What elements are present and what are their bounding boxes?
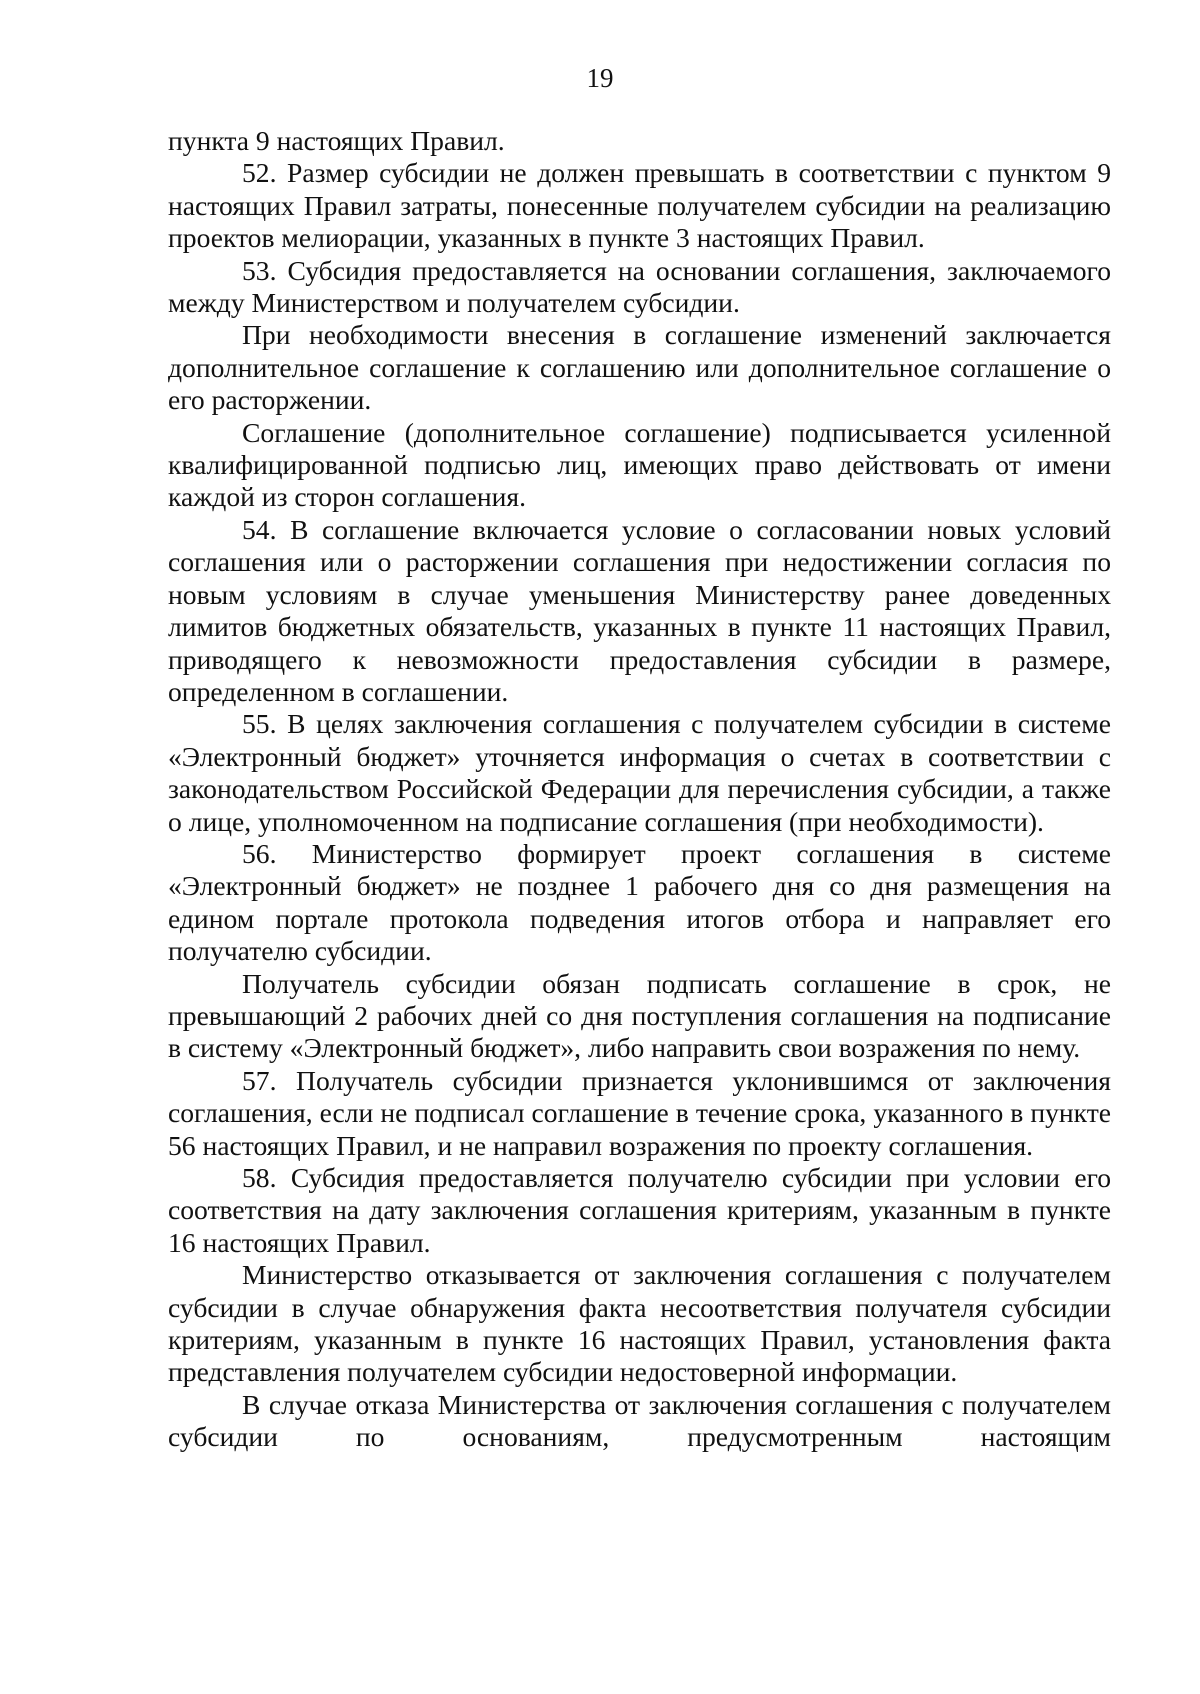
paragraph-52: 52. Размер субсидии не должен превышать в соответствии с пунктом 9 настоящих Правил затраты, понесенные получателем субсидии на реализацию проектов мелиорации, указанных в пункте 3 настоящих Правил. (168, 157, 1111, 254)
paragraph-58-refusal: Министерство отказывается от заключения соглашения с получателем субсидии в случае обнаружения факта несоответствия получателя субсидии критериям, указанным в пункте 16 настоящих Правил, установления факта представления получателем субсидии недостоверной информации. (168, 1259, 1111, 1388)
page-number: 19 (586, 63, 614, 93)
paragraph-58-refusal-case: В случае отказа Министерства от заключения соглашения с получателем субсидии по основаниям, предусмотренным настоящим (168, 1388, 1111, 1453)
paragraph-53-signature: Соглашение (дополнительное соглашение) подписывается усиленной квалифицированной подписью лиц, имеющих право действовать от имени каждой из сторон соглашения. (168, 416, 1111, 513)
paragraph-53-amendments: При необходимости внесения в соглашение изменений заключается дополнительное соглашение к соглашению или дополнительное соглашение о его расторжении. (168, 319, 1111, 416)
paragraph-53: 53. Субсидия предоставляется на основании соглашения, заключаемого между Министерством и получателем субсидии. (168, 254, 1111, 319)
paragraph-57: 57. Получатель субсидии признается уклонившимся от заключения соглашения, если не подписал соглашение в течение срока, указанного в пункте 56 настоящих Правил, и не направил возражения по проекту соглашения. (168, 1064, 1111, 1161)
paragraph-56-signing-deadline: Получатель субсидии обязан подписать соглашение в срок, не превышающий 2 рабочих дней со дня поступления соглашения на подписание в систему «Электронный бюджет», либо направить свои возражения по нему. (168, 967, 1111, 1064)
document-body (168, 125, 1111, 1454)
paragraph-56: 56. Министерство формирует проект соглашения в системе «Электронный бюджет» не позднее 1 рабочего дня со дня размещения на едином портале протокола подведения итогов отбора и направляет его получателю субсидии. (168, 837, 1111, 967)
paragraph-58: 58. Субсидия предоставляется получателю субсидии при условии его соответствия на дату заключения соглашения критериям, указанным в пункте 16 настоящих Правил. (168, 1162, 1111, 1258)
paragraph-continuation: пункта 9 настоящих Правил. (168, 125, 505, 156)
paragraph-54: 54. В соглашение включается условие о согласовании новых условий соглашения или о расторжении соглашения при недостижении согласия по новым условиям в случае уменьшения Министерству ранее доведенных лимитов бюджетных обязательств, указанных в пункте 11 настоящих Правил, приводящего к невозможности предоставления субсидии в размере, определенном в соглашении. (168, 513, 1111, 707)
paragraph-55: 55. В целях заключения соглашения с получателем субсидии в системе «Электронный бюджет» уточняется информация о счетах в соответствии с законодательством Российской Федерации для перечисления субсидии, а также о лице, уполномоченном на подписание соглашения (при необходимости). (168, 708, 1111, 837)
